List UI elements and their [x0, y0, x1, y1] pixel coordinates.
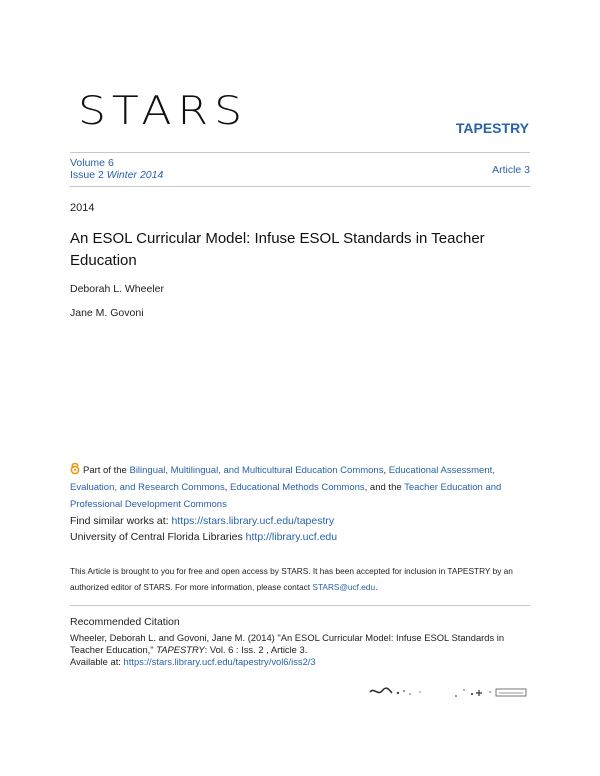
- similar-works-link[interactable]: https://stars.library.ucf.edu/tapestry: [171, 515, 335, 527]
- commons-link-teacher-education[interactable]: Teacher Education and Professional Development Commons: [70, 482, 502, 510]
- part-of-commons: Part of the Bilingual, Multilingual, and Multicultural Education Commons, Educational Assessment, Evaluation, and Research Commons, Educational Methods Commons, and the Teacher Education and Professional Development Commons: [70, 465, 502, 510]
- issue-season: Winter 2014: [106, 169, 164, 181]
- recommended-citation-heading: Recommended Citation: [70, 616, 180, 628]
- open-access-icon: [70, 463, 80, 475]
- recommended-citation: Wheeler, Deborah L. and Govoni, Jane M. (2014) "An ESOL Curricular Model: Infuse ESOL Standards in Teacher Education," TAPESTRY: Vol. 6 : Iss. 2 , Article 3. Available at: https://stars.library.ucf.edu/tapestry/vol6/iss2/3: [70, 632, 505, 667]
- issue-divider: [70, 186, 530, 187]
- author-2: Jane M. Govoni: [70, 307, 144, 319]
- header-divider: [70, 152, 530, 153]
- issue-label[interactable]: Issue 2 Winter 2014: [70, 169, 164, 181]
- volume-label[interactable]: Volume 6: [70, 157, 114, 169]
- find-similar: Find similar works at: https://stars.library.ucf.edu/tapestry: [70, 515, 335, 527]
- journal-name[interactable]: TAPESTRY: [455, 120, 529, 136]
- library-link[interactable]: http://library.ucf.edu: [245, 531, 338, 543]
- stars-footer-stamp-icon: [368, 683, 530, 701]
- article-number[interactable]: Article 3: [492, 164, 530, 176]
- article-url-link[interactable]: https://stars.library.ucf.edu/tapestry/vol6/iss2/3: [123, 656, 316, 667]
- commons-link-methods[interactable]: Educational Methods Commons: [230, 482, 365, 493]
- commons-link-assessment[interactable]: Educational Assessment, Evaluation, and Research Commons: [70, 465, 495, 493]
- citation-journal: TAPESTRY: [156, 644, 205, 655]
- citation-divider: [70, 605, 530, 606]
- volume-issue[interactable]: [70, 157, 163, 181]
- access-notice: This Article is brought to you for free and open access by STARS. It has been accepted for inclusion in TAPESTRY by an authorized editor of STARS. For more information, please contact STARS@ucf.edu.: [70, 566, 513, 592]
- contact-email-link[interactable]: STARS@ucf.edu: [312, 582, 376, 592]
- library-line: University of Central Florida Libraries http://library.ucf.edu: [70, 531, 338, 543]
- commons-link-bilingual[interactable]: Bilingual, Multilingual, and Multicultural Education Commons: [129, 465, 384, 476]
- stars-logo: STARS: [78, 88, 248, 134]
- article-title: An ESOL Curricular Model: Infuse ESOL Standards in Teacher Education: [70, 230, 485, 269]
- publication-year: 2014: [70, 202, 95, 214]
- author-1: Deborah L. Wheeler: [70, 283, 164, 295]
